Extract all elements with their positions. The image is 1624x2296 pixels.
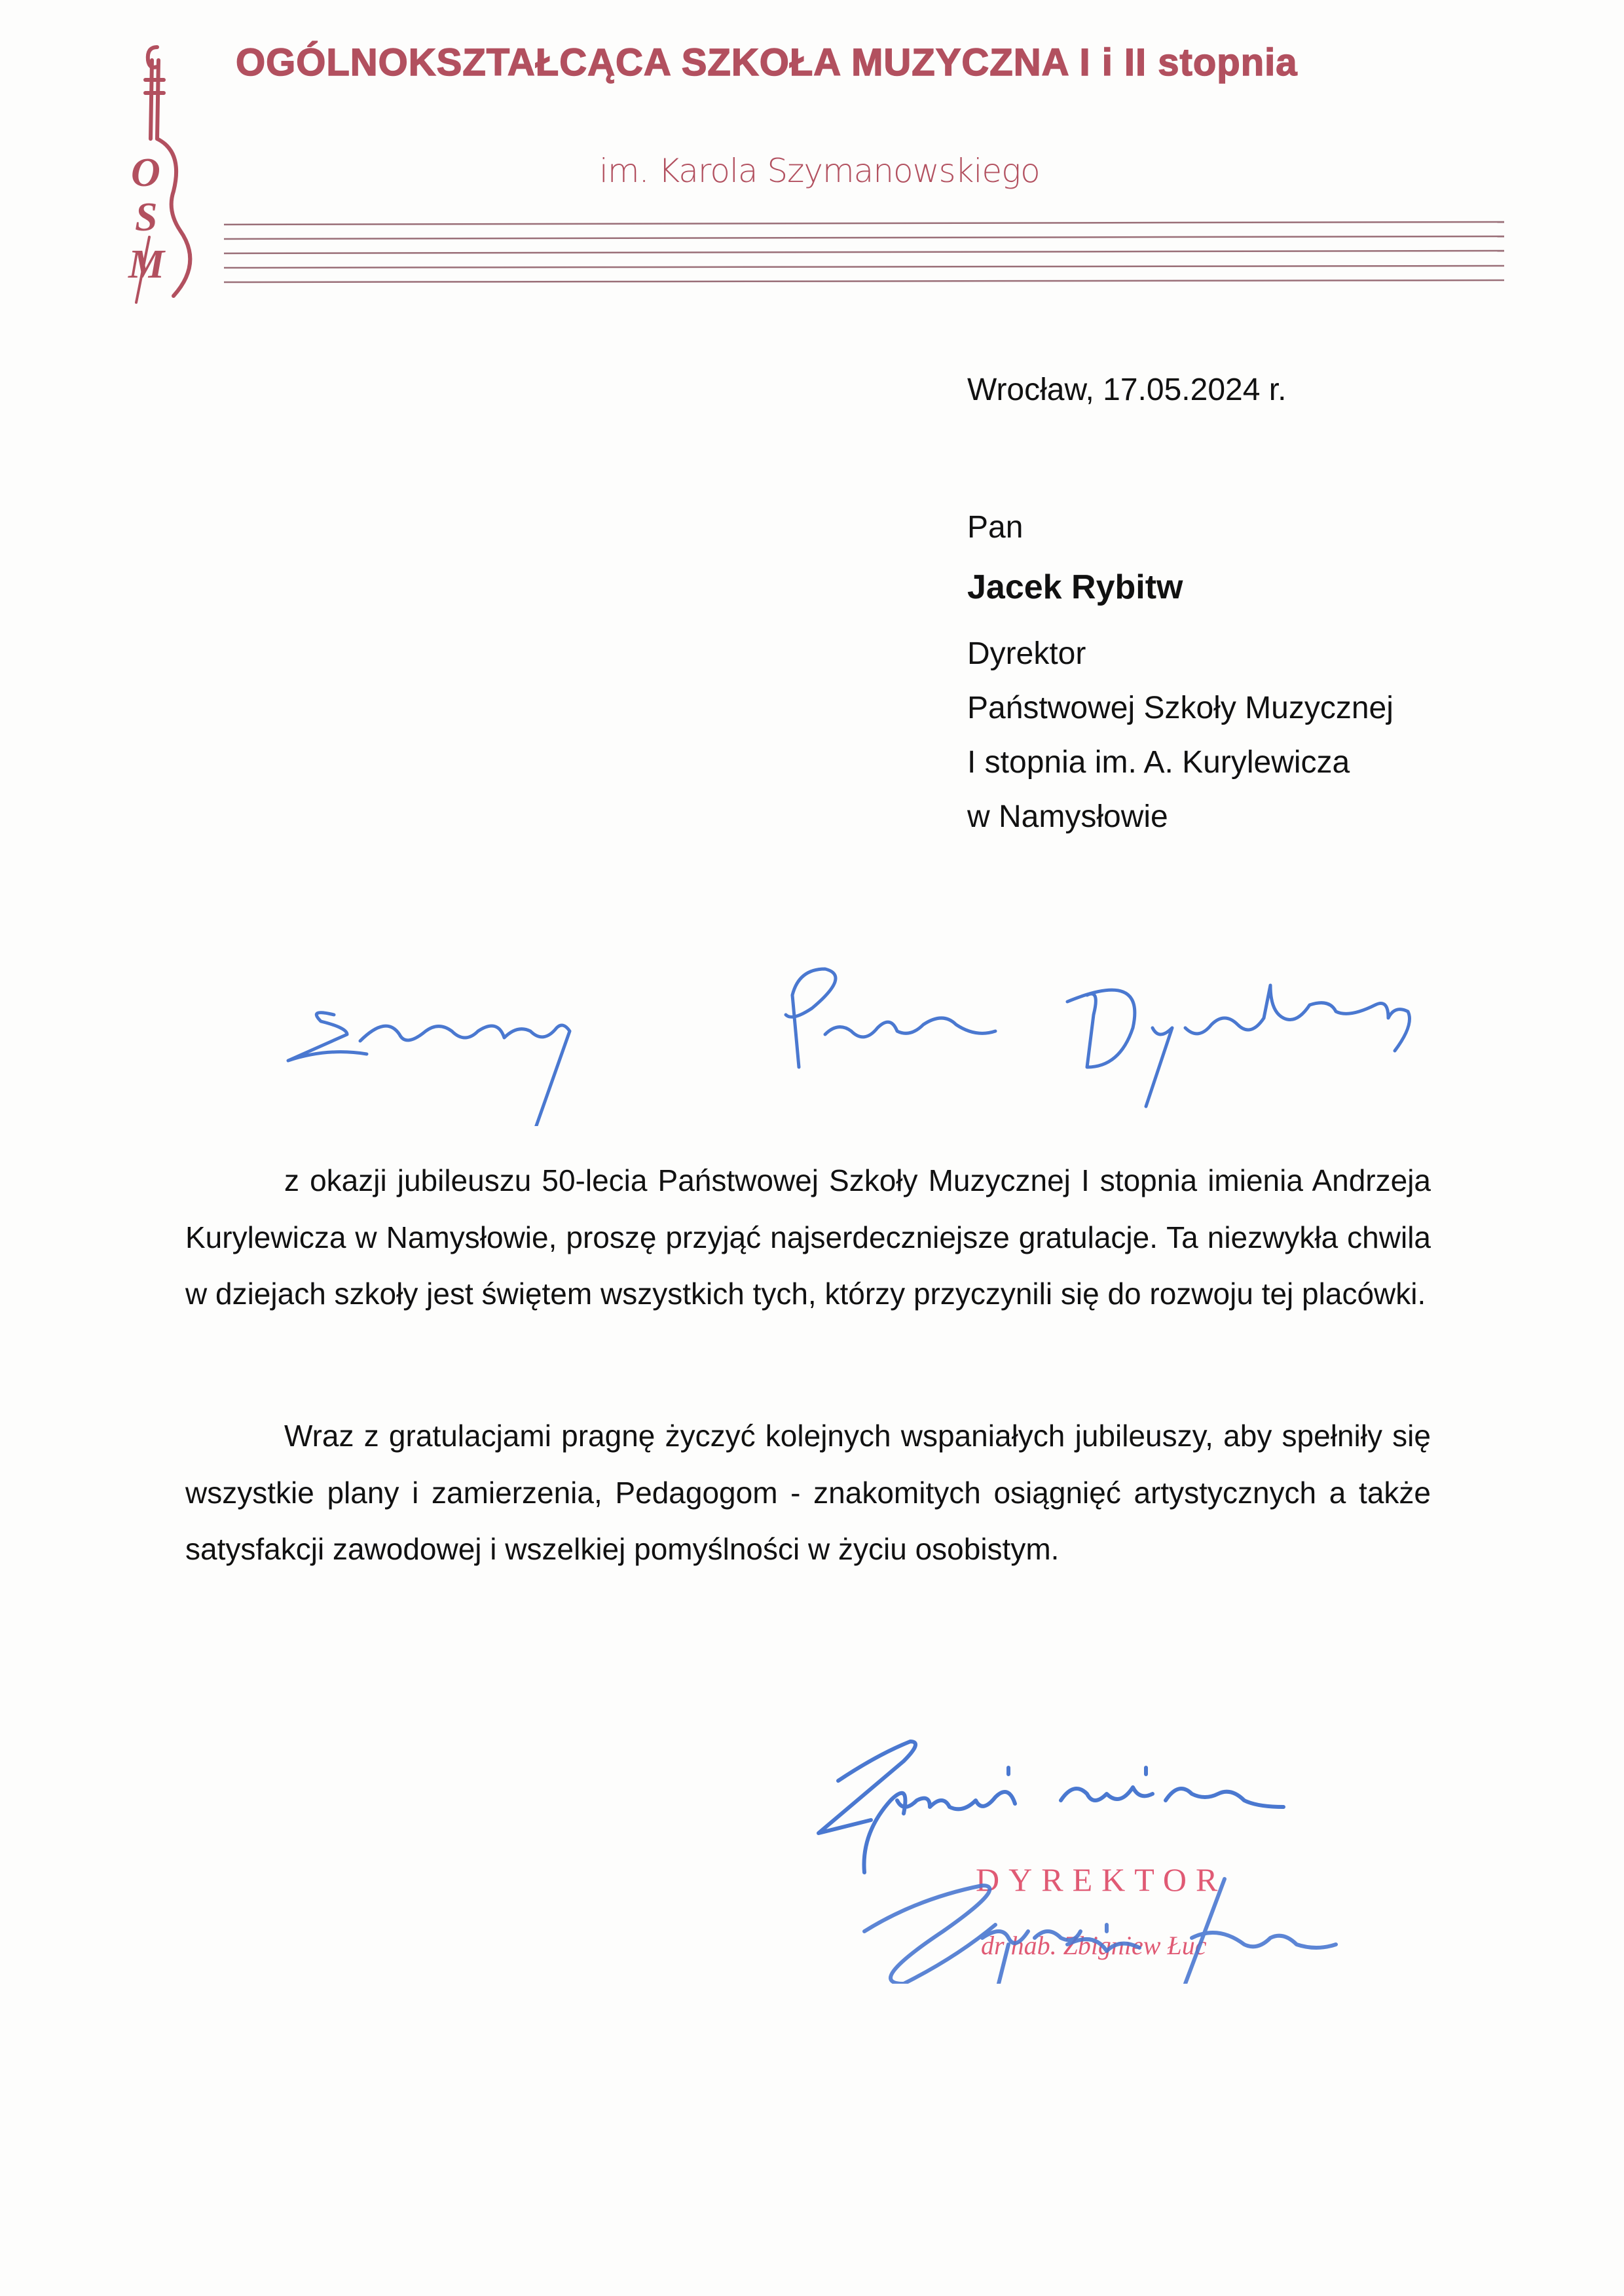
handwritten-salutation: [282, 956, 1434, 1126]
recipient-title: Pan: [967, 510, 1024, 545]
school-patron-subtitle: im. Karola Szymanowskiego: [599, 152, 1040, 190]
letter-date: Wrocław, 17.05.2024 r.: [967, 373, 1287, 407]
recipient-line: I stopnia im. A. Kurylewicza: [967, 745, 1350, 780]
recipient-name: Jacek Rybitw: [967, 568, 1183, 606]
recipient-block: [967, 509, 1393, 844]
body-paragraph: Wraz z gratulacjami pragnę życzyć kolejnych wspaniałych jubileuszy, aby spełniły się wszystkie plany i zamierzenia, Pedagogom - znakomitych osiągnięć artystycznych a także satysfakcji zawodowej i wszelkiej pomyślności w życiu osobistym.: [185, 1419, 1431, 1566]
svg-text:M: M: [128, 242, 165, 287]
svg-text:O: O: [131, 151, 160, 195]
recipient-line: Państwowej Szkoły Muzycznej: [967, 691, 1393, 725]
body-paragraph: z okazji jubileuszu 50-lecia Państwowej Szkoły Muzycznej I stopnia imienia Andrzeja Kurylewicza w Namysłowie, proszę przyjąć najserdeczniejsze gratulacje. Ta niezwykła chwila w dziejach szkoły jest świętem wszystkich tych, którzy przyczynili się do rozwoju tej placówki.: [185, 1163, 1431, 1311]
school-logo-violin-icon: [111, 41, 210, 309]
school-name-heading: OGÓLNOKSZTAŁCĄCA SZKOŁA MUZYCZNA I i II stopnia: [236, 41, 1298, 84]
stamp-title: DYREKTOR: [976, 1861, 1227, 1898]
stamp-name: dr hab. Zbigniew Łuc: [981, 1931, 1207, 1960]
svg-text:S: S: [135, 195, 158, 240]
recipient-line: w Namysłowie: [967, 799, 1168, 834]
recipient-line: Dyrektor: [967, 636, 1086, 671]
signature: [851, 1866, 1388, 1984]
music-staff-lines: [224, 219, 1504, 285]
